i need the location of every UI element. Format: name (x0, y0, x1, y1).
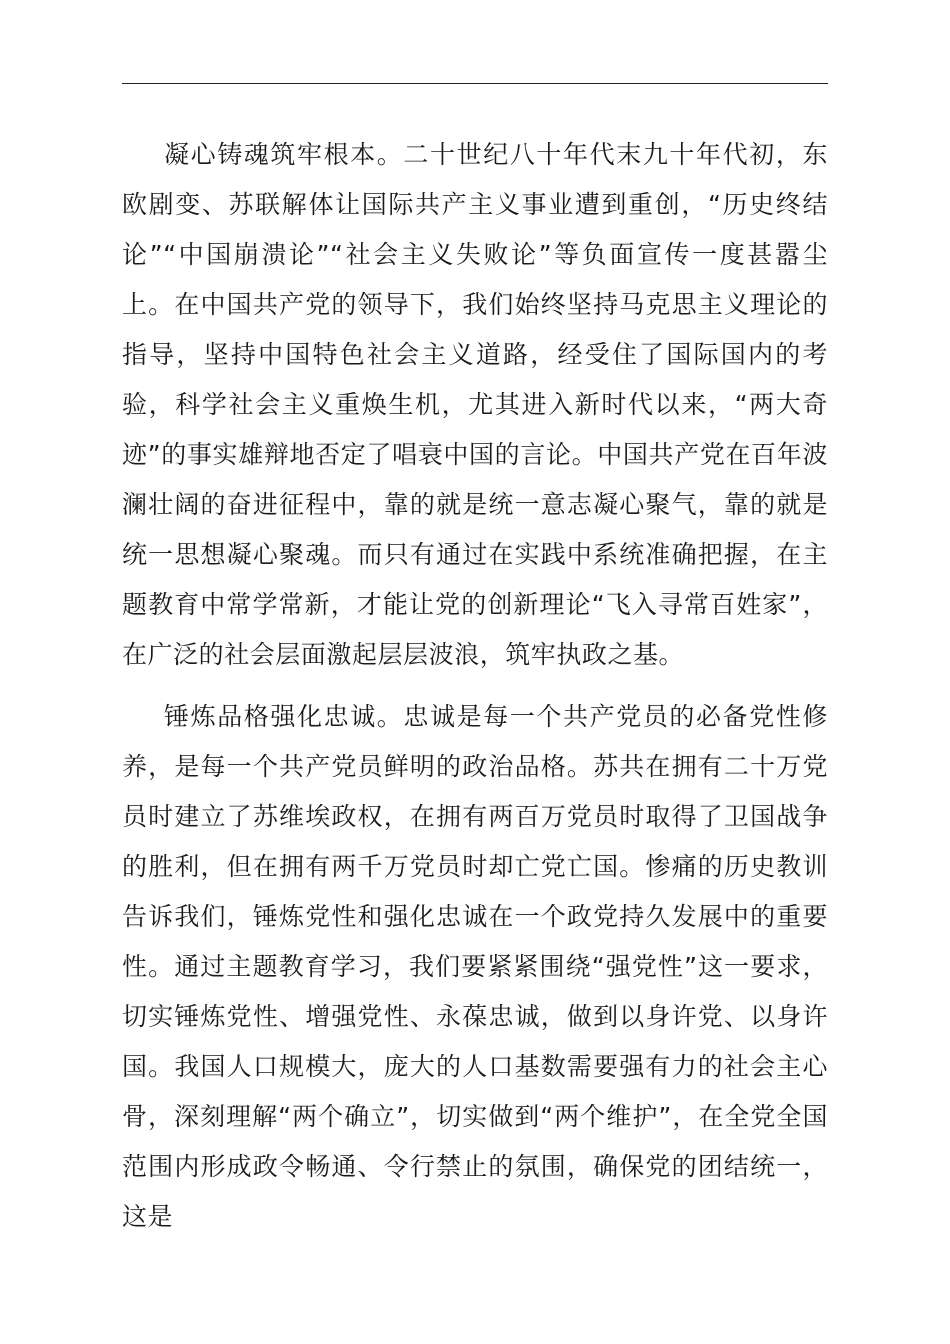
header-divider (122, 83, 828, 84)
paragraph-2: 锤炼品格强化忠诚。忠诚是每一个共产党员的必备党性修养，是每一个共产党员鲜明的政治品格。苏共在拥有二十万党员时建立了苏维埃政权，在拥有两百万党员时取得了卫国战争的胜利，但在拥有两千万党员时却亡党亡国。惨痛的历史教训告诉我们，锤炼党性和强化忠诚在一个政党持久发展中的重要性。通过主题教育学习，我们要紧紧围绕“强党性”这一要求，切实锤炼党性、增强党性、永葆忠诚，做到以身许党、以身许国。我国人口规模大，庞大的人口基数需要强有力的社会主心骨，深刻理解“两个确立”，切实做到“两个维护”，在全党全国范围内形成政令畅通、令行禁止的氛围，确保党的团结统一，这是 (122, 702, 828, 1231)
document-body (122, 130, 828, 1242)
paragraph-1: 凝心铸魂筑牢根本。二十世纪八十年代末九十年代初，东欧剧变、苏联解体让国际共产主义事业遭到重创，“历史终结论”“中国崩溃论”“社会主义失败论”等负面宣传一度甚嚣尘上。在中国共产党的领导下，我们始终坚持马克思主义理论的指导，坚持中国特色社会主义道路，经受住了国际国内的考验，科学社会主义重焕生机，尤其进入新时代以来，“两大奇迹”的事实雄辩地否定了唱衰中国的言论。中国共产党在百年波澜壮阔的奋进征程中，靠的就是统一意志凝心聚气，靠的就是统一思想凝心聚魂。而只有通过在实践中系统准确把握，在主题教育中常学常新，才能让党的创新理论“飞入寻常百姓家”，在广泛的社会层面激起层层波浪，筑牢执政之基。 (122, 140, 828, 669)
